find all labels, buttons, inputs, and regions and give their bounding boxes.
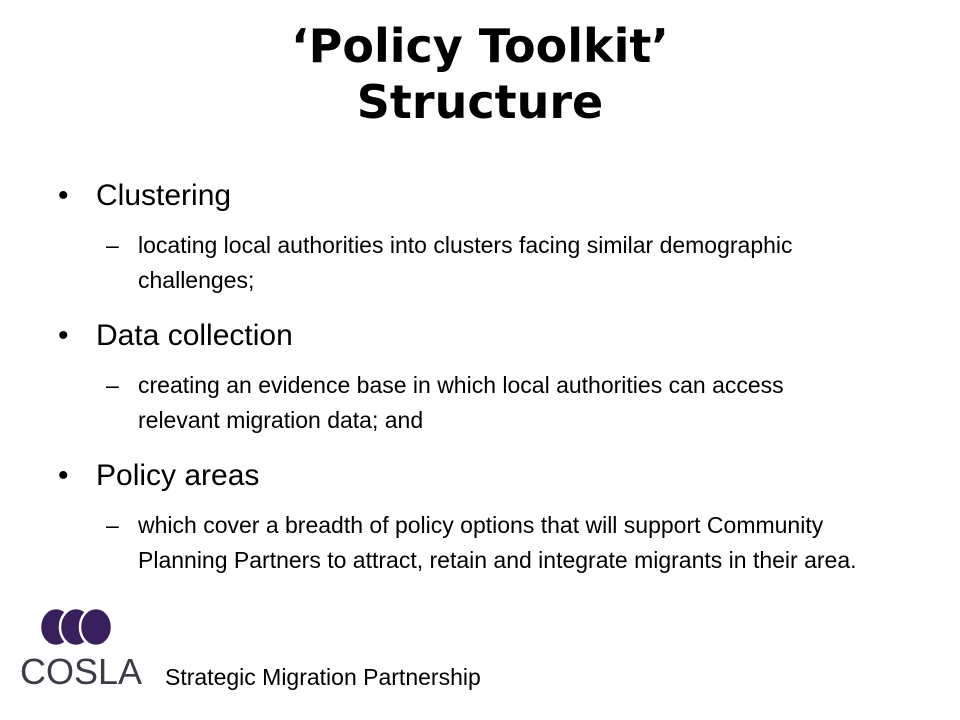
bullet-heading: Clustering [96,179,232,212]
slide-title-line-2: Structure [356,75,604,129]
cosla-logo-text: COSLA [20,651,143,692]
sub-bullet-data-collection [106,368,866,438]
slide-title [0,18,960,130]
sub-bullet-text: which cover a breadth of policy options that will support Community Planning Partners to attract, retain and integrate migrants in their area. [138,512,857,573]
bullet-heading: Data collection [96,319,293,352]
sub-bullet-policy-areas [106,508,866,578]
dash-icon: – [106,232,119,258]
dash-icon: – [106,372,119,398]
sub-bullet-text: locating local authorities into clusters facing similar demographic challenges; [138,232,793,293]
cosla-logo-circles-icon [40,608,112,646]
slide-title-line-1: ‘Policy Toolkit’ [291,19,669,73]
bullet-heading: Policy areas [96,459,260,492]
dash-icon: – [106,512,119,538]
bullet-dot-icon: • [58,459,69,492]
footer-tagline: Strategic Migration Partnership [165,664,481,690]
bullet-dot-icon: • [58,319,69,352]
bullet-dot-icon: • [58,179,69,212]
sub-bullet-clustering [106,228,866,298]
sub-bullet-text: creating an evidence base in which local authorities can access relevant migration data; and [138,372,784,433]
cosla-logo [18,606,143,698]
